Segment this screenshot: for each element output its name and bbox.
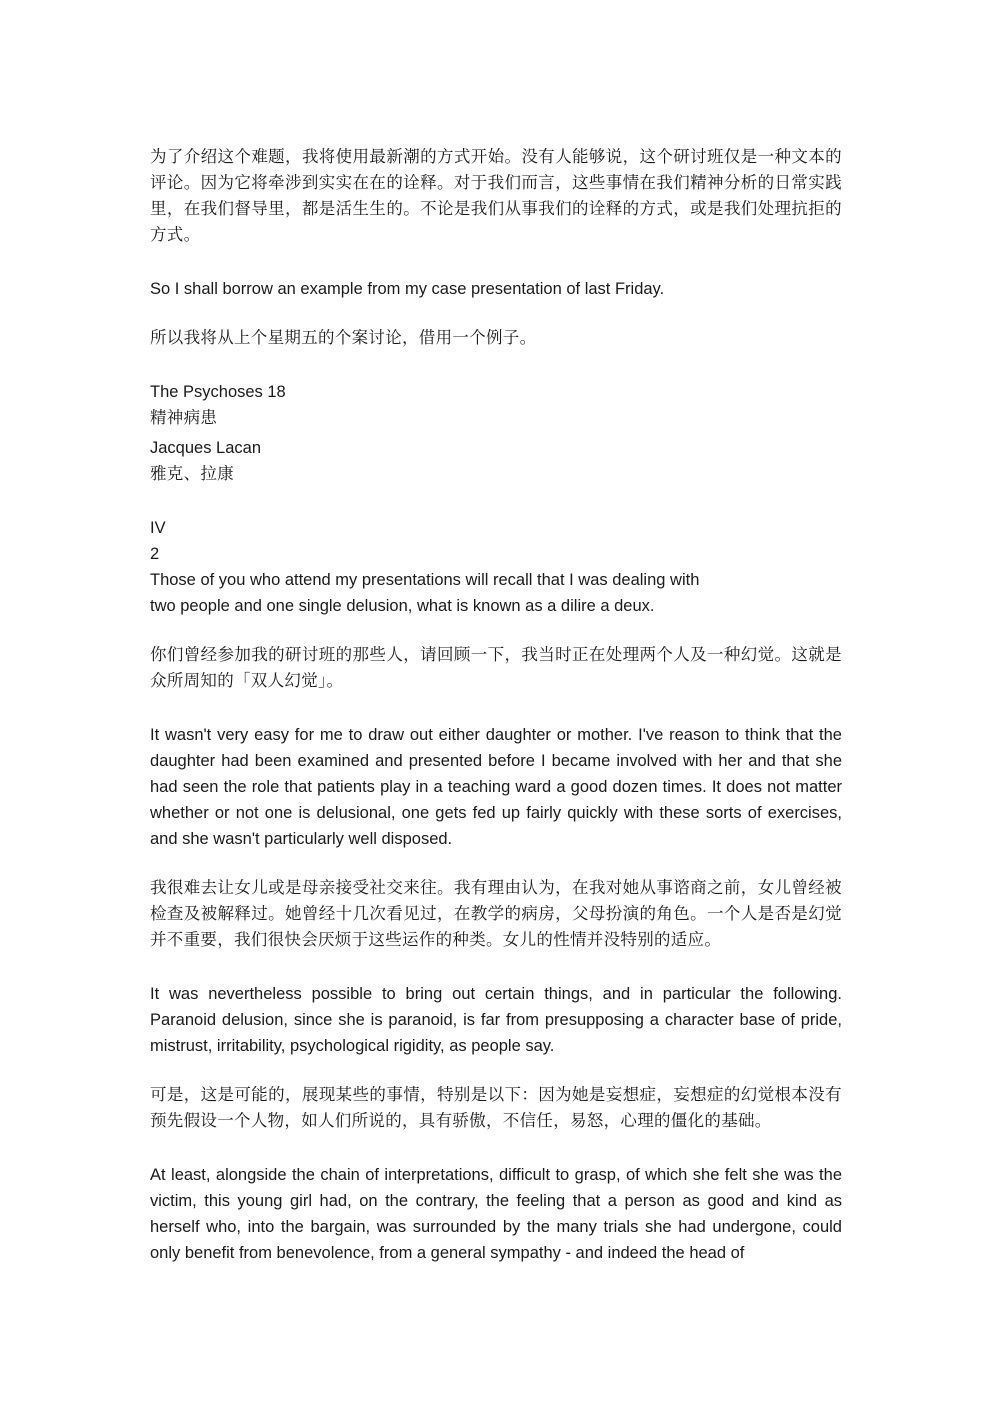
- author-block: [150, 435, 842, 487]
- paragraph-en-example: So I shall borrow an example from my case presentation of last Friday.: [150, 280, 665, 298]
- section-roman: IV: [150, 519, 166, 537]
- paragraph-zh-daughter: 我很难去让女儿或是母亲接受社交来往。我有理由认为，在我对她从事谘商之前，女儿曾经被检查及被解释过。她曾经十几次看见过，在教学的病房，父母扮演的角色。一个人是否是幻觉并不重要，我们很快会厌烦于这些运作的种类。女儿的性情并没特别的适应。: [150, 878, 842, 949]
- document-page: [150, 144, 842, 1266]
- paragraph-en-victim: At least, alongside the chain of interpretations, difficult to grasp, of which she felt she was the victim, this young girl had, on the contrary, the feeling that a person as good and kind as herself who, into the bargain, was surrounded by the many trials she had undergone, could only benefit from benevolence, from a general sympathy - and indeed the head of: [150, 1166, 842, 1262]
- title-en: The Psychoses 18: [150, 383, 286, 401]
- title-zh: 精神病患: [150, 408, 218, 427]
- paragraph-zh-presentations: 你们曾经参加我的研讨班的那些人，请回顾一下，我当时正在处理两个人及一种幻觉。这就是众所周知的「双人幻觉」。: [150, 645, 842, 690]
- author-zh: 雅克、拉康: [150, 464, 234, 483]
- paragraph-zh-example: 所以我将从上个星期五的个案讨论，借用一个例子。: [150, 328, 537, 347]
- paragraph-en-presentations: [150, 567, 842, 619]
- section-heading: [150, 515, 842, 567]
- section-number: 2: [150, 545, 160, 563]
- paragraph-zh-paranoid: 可是，这是可能的，展现某些的事情，特别是以下：因为她是妄想症，妄想症的幻觉根本没有预先假设一个人物，如人们所说的，具有骄傲，不信任，易怒，心理的僵化的基础。: [150, 1085, 842, 1130]
- paragraph-zh-intro: 为了介绍这个难题，我将使用最新潮的方式开始。没有人能够说，这个研讨班仅是一种文本的评论。因为它将牵涉到实实在在的诠释。对于我们而言，这些事情在我们精神分析的日常实践里，在我们督导里，都是活生生的。不论是我们从事我们的诠释的方式，或是我们处理抗拒的方式。: [150, 147, 842, 244]
- document-title-block: [150, 379, 842, 431]
- paragraph-en-paranoid: It was nevertheless possible to bring out certain things, and in particular the following. Paranoid delusion, since she is paranoid, is far from presupposing a character base of pride, mistrust, irritability, psychological rigidity, as people say.: [150, 985, 842, 1055]
- paragraph-en-presentations-line1: Those of you who attend my presentations will recall that I was dealing with: [150, 571, 700, 589]
- author-en: Jacques Lacan: [150, 439, 261, 457]
- paragraph-en-presentations-line2: two people and one single delusion, what is known as a dilire a deux.: [150, 597, 655, 615]
- paragraph-en-daughter: It wasn't very easy for me to draw out either daughter or mother. I've reason to think that the daughter had been examined and presented before I became involved with her and that she had seen the role that patients play in a teaching ward a good dozen times. It does not matter whether or not one is delusional, one gets fed up fairly quickly with these sorts of exercises, and she wasn't particularly well disposed.: [150, 726, 842, 848]
